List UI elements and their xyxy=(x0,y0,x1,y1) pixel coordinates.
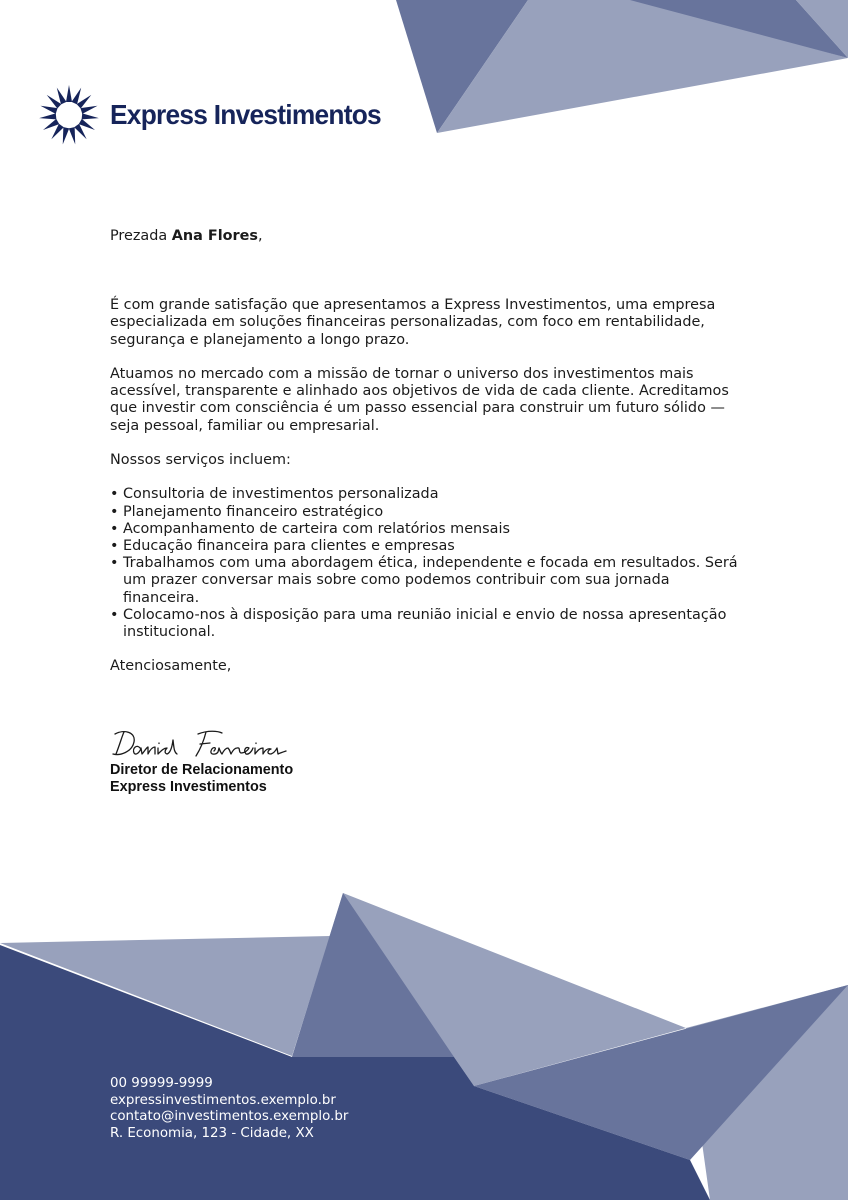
signer-company: Express Investimentos xyxy=(110,778,267,795)
company-logo xyxy=(38,84,398,146)
list-item: • Planejamento financeiro estratégico xyxy=(110,504,750,521)
list-item: • Consultoria de investimentos personalizada xyxy=(110,486,750,503)
closing: Atenciosamente, xyxy=(110,658,232,675)
intro-paragraph: É com grande satisfação que apresentamos a Express Investimentos, uma empresa especializada em soluções financeiras personalizadas, com foco em rentabilidade, segurança e planejamento a longo prazo. xyxy=(110,297,716,348)
contact-footer xyxy=(110,1076,348,1142)
signer-title: Diretor de Relacionamento xyxy=(110,761,294,778)
services-heading: Nossos serviços incluem: xyxy=(110,452,291,468)
greeting xyxy=(110,228,750,245)
signer-block xyxy=(110,762,750,796)
list-item: • Trabalhamos com uma abordagem ética, independente e focada em resultados. Será um prazer conversar mais sobre como podemos contribuir com sua jornada financeira. xyxy=(110,555,750,607)
salutation: Prezada xyxy=(110,228,172,244)
salutation-punct: , xyxy=(257,228,263,244)
recipient-name: Ana Flores xyxy=(171,228,258,244)
handwritten-signature xyxy=(110,726,750,762)
list-item: • Colocamo-nos à disposição para uma reunião inicial e envio de nossa apresentação institucional. xyxy=(110,607,750,641)
footer-email[interactable]: contato@investimentos.exemplo.br xyxy=(110,1109,349,1125)
starburst-logo-icon xyxy=(38,84,100,146)
footer-phone: 00 99999-9999 xyxy=(110,1076,213,1091)
mission-paragraph: Atuamos no mercado com a missão de tornar o universo dos investimentos mais acessível, transparente e alinhado aos objetivos de vida de cada cliente. Acreditamos que investir com consciência é um passo essencial para construir um futuro sólido — seja pessoal, familiar ou empresarial. xyxy=(110,366,729,434)
footer-website[interactable]: expressinvestimentos.exemplo.br xyxy=(110,1092,336,1108)
company-name: Express Investimentos xyxy=(110,99,381,130)
letter-body xyxy=(110,228,750,796)
services-list xyxy=(110,486,750,641)
list-item: • Educação financeira para clientes e empresas xyxy=(110,538,750,555)
footer-address: R. Economia, 123 - Cidade, XX xyxy=(110,1125,314,1141)
list-item: • Acompanhamento de carteira com relatórios mensais xyxy=(110,521,750,538)
